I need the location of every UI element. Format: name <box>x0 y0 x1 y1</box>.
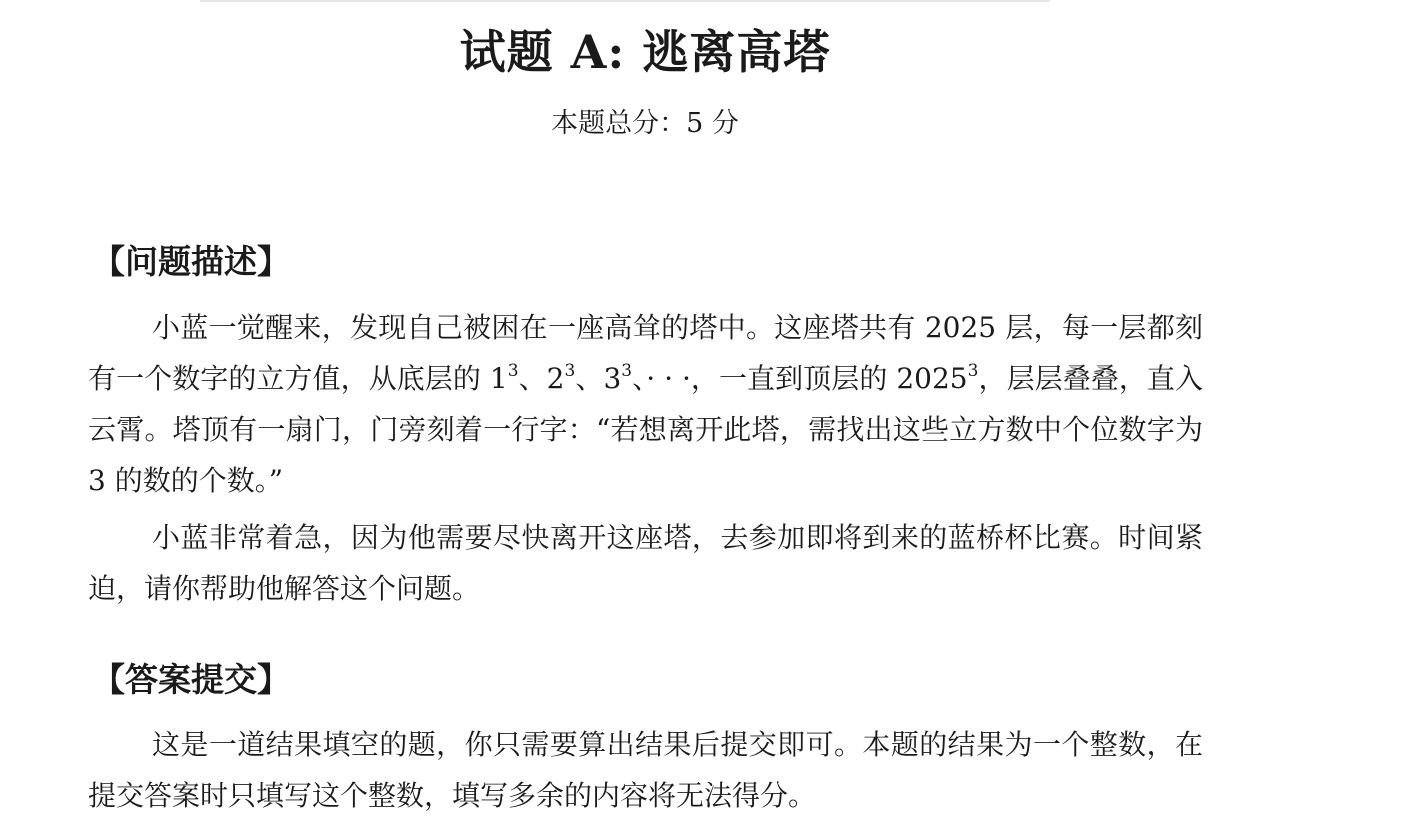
exponent: 3 <box>564 360 576 381</box>
exponent: 3 <box>507 360 519 381</box>
score-line: 本题总分：5 分 <box>551 108 739 139</box>
exponent: 3 <box>621 360 633 381</box>
description-paragraph-1: 小蓝一觉醒来，发现自己被困在一座高耸的塔中。这座塔共有 2025 层，每一层都刻有一个数字的立方值，从底层的 $1^3$、$2^3$、$3^3$、· · ·，一直到顶层的 2025$^3$，层层叠叠，直入云霄。塔顶有一扇门，门旁刻着一行字：“若想离开此塔，需找出这些立方数中个位数字为 3 的数的个数。” <box>88 311 1203 497</box>
submission-paragraph: 这是一道结果填空的题，你只需要算出结果后提交即可。本题的结果为一个整数，在提交答案时只填写这个整数，填写多余的内容将无法得分。 <box>88 728 1203 812</box>
top-rule <box>200 0 1050 2</box>
section-heading-description: 【问题描述】 <box>92 242 290 281</box>
problem-title: 试题 A: 逃离高塔 <box>459 25 831 79</box>
exponent: 3 <box>967 360 979 381</box>
description-paragraph-2: 小蓝非常着急，因为他需要尽快离开这座塔，去参加即将到来的蓝桥杯比赛。时间紧迫，请你帮助他解答这个问题。 <box>88 521 1203 605</box>
section-heading-submission: 【答案提交】 <box>92 660 290 699</box>
